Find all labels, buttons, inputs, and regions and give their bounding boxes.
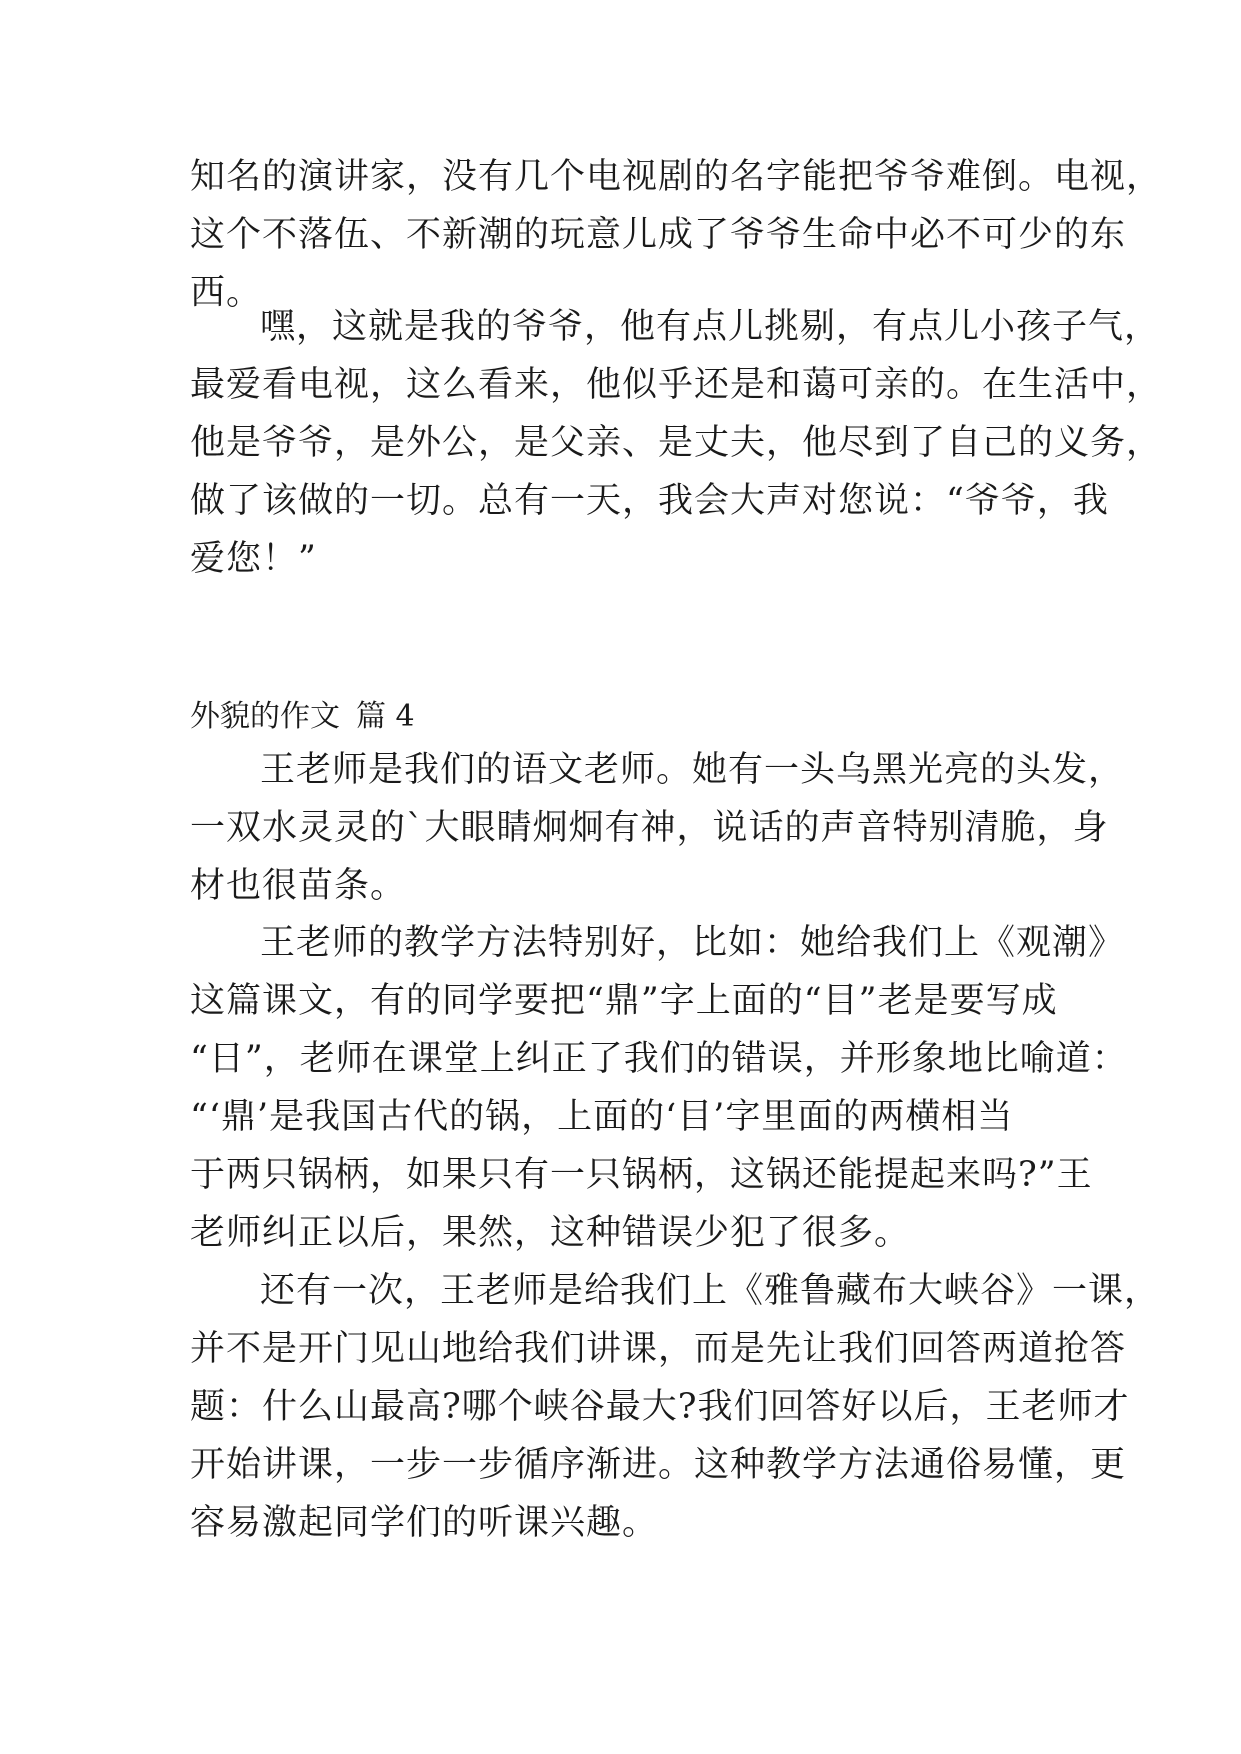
text-line: 他是爷爷，是外公，是父亲、是丈夫，他尽到了自己的义务， [190, 423, 1163, 463]
text-line: 知名的演讲家，没有几个电视剧的名字能把爷爷难倒。电视， [190, 157, 1163, 197]
paragraph-canyon-lesson [190, 1262, 1161, 1552]
text-line: 做了该做的一切。总有一天，我会大声对您说：“爷爷，我 [190, 481, 1109, 521]
text-line: “日”，老师在课堂上纠正了我们的错误，并形象地比喻道： [190, 1039, 1128, 1079]
text-line: 开始讲课，一步一步循序渐进。这种教学方法通俗易懂，更 [190, 1445, 1127, 1485]
text-line: 并不是开门见山地给我们讲课，而是先让我们回答两道抢答 [190, 1329, 1127, 1369]
text-line: 材也很苗条。 [190, 866, 407, 906]
text-line: 爱您！” [190, 539, 317, 579]
text-line: 嘿，这就是我的爷爷，他有点儿挑剔，有点儿小孩子气， [260, 307, 1161, 347]
paragraph-grandpa-tv [190, 148, 1163, 322]
text-line: 题：什么山最高?哪个峡谷最大?我们回答好以后，王老师才 [190, 1387, 1130, 1427]
text-line: 王老师是我们的语文老师。她有一头乌黑光亮的头发， [260, 750, 1125, 790]
text-line: 容易激起同学们的听课兴趣。 [190, 1503, 659, 1543]
paragraph-teacher-appearance [190, 741, 1125, 915]
text-line: 西。 [190, 273, 263, 313]
text-line: 老师纠正以后，果然，这种错误少犯了很多。 [190, 1213, 911, 1253]
paragraph-teaching-method [190, 914, 1128, 1262]
text-line: “‘鼎’是我国古代的锅，上面的‘目’字里面的两横相当 [190, 1097, 1014, 1137]
section-heading [190, 688, 415, 746]
text-line: 还有一次，王老师是给我们上《雅鲁藏布大峡谷》一课， [260, 1271, 1161, 1311]
text-line: 于两只锅柄，如果只有一只锅柄，这锅还能提起来吗?”王 [190, 1155, 1093, 1195]
heading-part: 篇 4 [356, 699, 415, 734]
text-line: 这个不落伍、不新潮的玩意儿成了爷爷生命中必不可少的东 [190, 215, 1127, 255]
text-line: 王老师的教学方法特别好，比如：她给我们上《观潮》 [260, 923, 1125, 963]
text-line: 最爱看电视，这么看来，他似乎还是和蔼可亲的。在生活中， [190, 365, 1163, 405]
text-line: 这篇课文，有的同学要把“鼎”字上面的“目”老是要写成 [190, 981, 1058, 1021]
heading-title: 外貌的作文 [190, 699, 340, 734]
paragraph-grandpa-summary [190, 298, 1163, 588]
text-line: 一双水灵灵的`大眼睛炯炯有神，说话的声音特别清脆，身 [190, 808, 1109, 848]
